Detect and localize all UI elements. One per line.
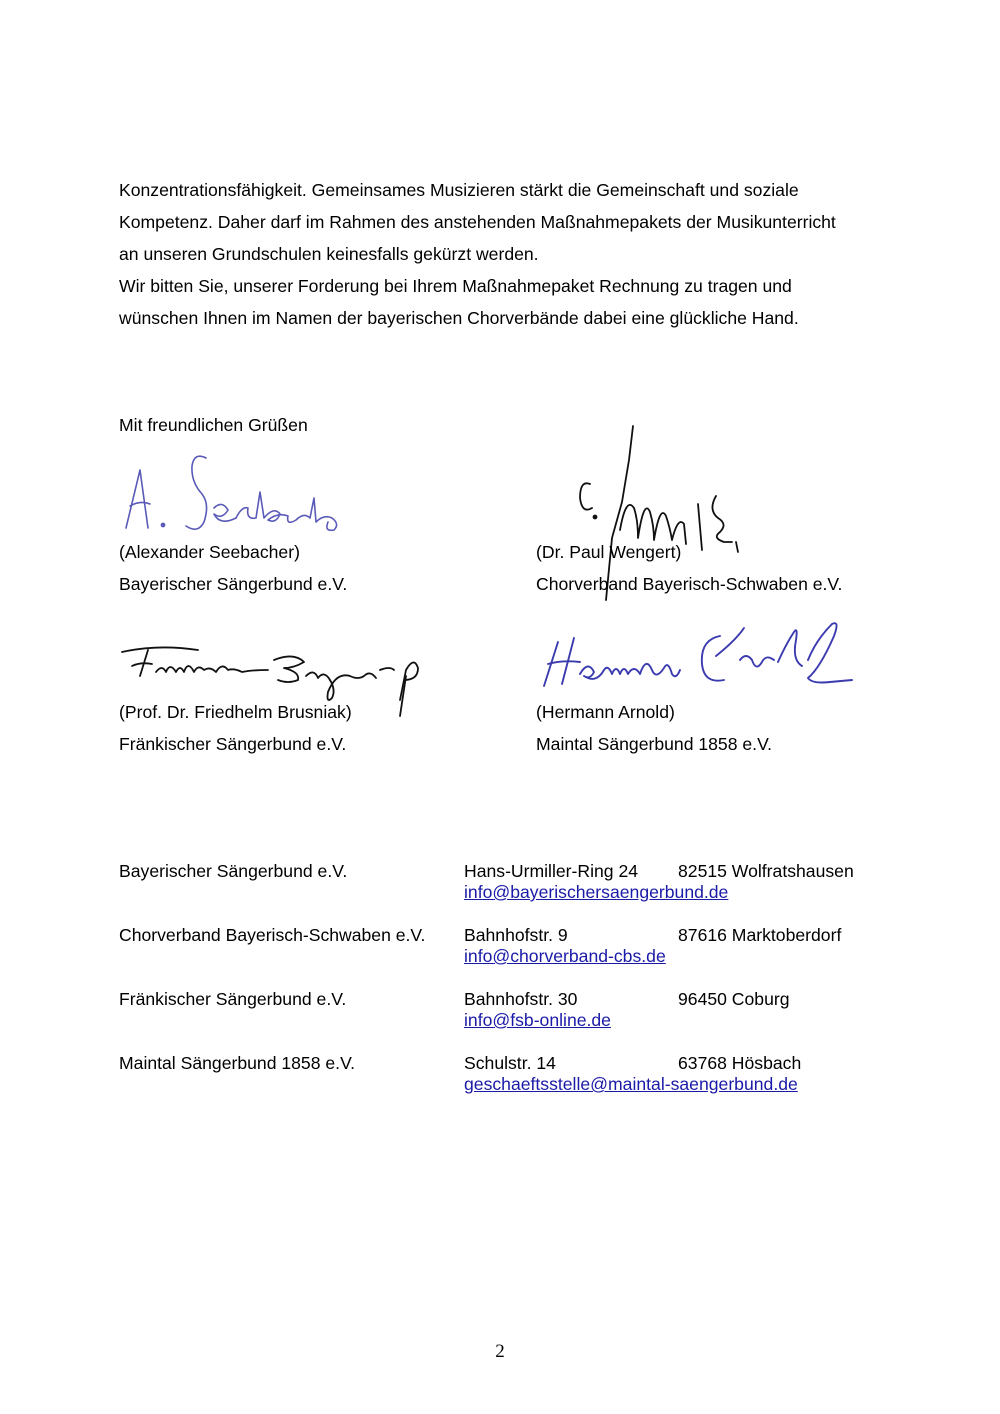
body-line-2: Kompetenz. Daher darf im Rahmen des anstehenden Maßnahmepakets der Musikunterricht bbox=[119, 212, 836, 232]
page-number: 2 bbox=[495, 1341, 505, 1362]
signatory-org-brusniak: Fränkischer Sängerbund e.V. bbox=[119, 734, 347, 754]
body-line-1: Konzentrationsfähigkeit. Gemeinsames Musizieren stärkt die Gemeinschaft und soziale bbox=[119, 180, 799, 200]
signatory-org-arnold: Maintal Sängerbund 1858 e.V. bbox=[536, 734, 773, 754]
signature-arnold bbox=[540, 620, 860, 700]
address-street: Bahnhofstr. 30 bbox=[464, 989, 578, 1009]
email-link[interactable]: info@fsb-online.de bbox=[464, 1010, 611, 1030]
address-city: 63768 Hösbach bbox=[678, 1053, 802, 1073]
body-line-3: an unseren Grundschulen keinesfalls gekürzt werden. bbox=[119, 244, 539, 264]
address-city: 82515 Wolfratshausen bbox=[678, 861, 854, 881]
signatory-name-brusniak: (Prof. Dr. Friedhelm Brusniak) bbox=[119, 702, 352, 722]
address-org: Fränkischer Sängerbund e.V. bbox=[119, 989, 347, 1009]
address-city: 96450 Coburg bbox=[678, 989, 790, 1009]
signature-seebacher bbox=[118, 448, 348, 543]
body-line-5: wünschen Ihnen im Namen der bayerischen Chorverbände dabei eine glückliche Hand. bbox=[119, 308, 799, 328]
address-org: Maintal Sängerbund 1858 e.V. bbox=[119, 1053, 356, 1073]
email-link[interactable]: geschaeftsstelle@maintal-saengerbund.de bbox=[464, 1074, 798, 1094]
email-link[interactable]: info@bayerischersaengerbund.de bbox=[464, 882, 729, 902]
body-line-4: Wir bitten Sie, unserer Forderung bei Ihrem Maßnahmepaket Rechnung zu tragen und bbox=[119, 276, 792, 296]
address-street: Bahnhofstr. 9 bbox=[464, 925, 568, 945]
address-org: Chorverband Bayerisch-Schwaben e.V. bbox=[119, 925, 426, 945]
signatory-name-wengert: (Dr. Paul Wengert) bbox=[536, 542, 682, 562]
address-street: Hans-Urmiller-Ring 24 bbox=[464, 861, 639, 881]
address-org: Bayerischer Sängerbund e.V. bbox=[119, 861, 348, 881]
address-city: 87616 Marktoberdorf bbox=[678, 925, 842, 945]
closing-greeting: Mit freundlichen Grüßen bbox=[119, 415, 308, 435]
signatory-org-wengert: Chorverband Bayerisch-Schwaben e.V. bbox=[536, 574, 843, 594]
email-link[interactable]: info@chorverband-cbs.de bbox=[464, 946, 666, 966]
signatory-name-seebacher: (Alexander Seebacher) bbox=[119, 542, 300, 562]
signatory-org-seebacher: Bayerischer Sängerbund e.V. bbox=[119, 574, 348, 594]
signatory-name-arnold: (Hermann Arnold) bbox=[536, 702, 675, 722]
address-street: Schulstr. 14 bbox=[464, 1053, 556, 1073]
